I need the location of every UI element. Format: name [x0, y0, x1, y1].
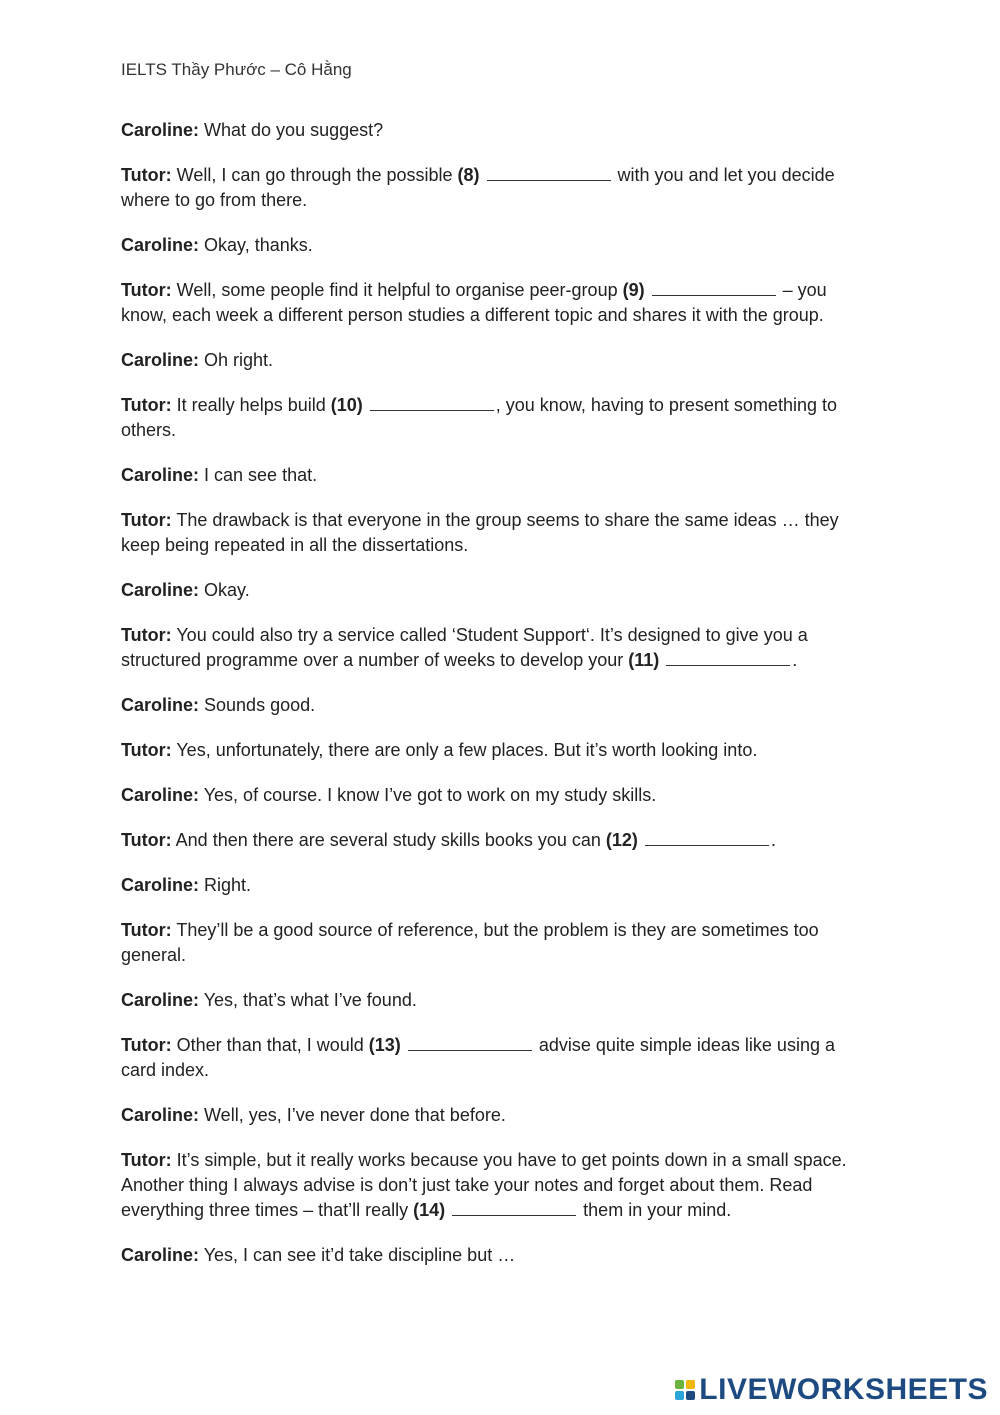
speaker-name: Tutor: [121, 625, 172, 645]
blank-number: (12) [605, 830, 638, 850]
dialogue-text: Okay, thanks. [199, 235, 313, 255]
dialogue-line [121, 623, 871, 673]
dialogue-text: Sounds good. [199, 695, 316, 715]
dialogue-text: them in your mind. [578, 1200, 732, 1220]
dialogue-line [121, 693, 871, 718]
liveworksheets-logo-text: LIVEWORKSHEETS [699, 1373, 988, 1406]
answer-blank[interactable] [645, 830, 769, 846]
dialogue-text: I can see that. [199, 465, 318, 485]
dialogue-text: And then there are several study skills books you can [171, 830, 606, 850]
dialogue-text: It’s simple, but it really works because you have to get points down in a small space. Another thing I always advise is don’t just take your notes and forget about them. Read everything three times – that’ll really [121, 1150, 847, 1220]
answer-blank[interactable] [487, 165, 611, 181]
dialogue-line [121, 918, 871, 968]
dialogue-line [121, 348, 871, 373]
speaker-name: Tutor: [121, 1035, 172, 1055]
dialogue-line [121, 508, 871, 558]
dialogue-line [121, 828, 871, 853]
dialogue-text: You could also try a service called ‘Student Support‘. It’s designed to give you a structured programme over a number of weeks to develop your [121, 625, 808, 670]
dialogue-line [121, 578, 871, 603]
blank-number: (8) [457, 165, 480, 185]
dialogue-text: Other than that, I would [171, 1035, 369, 1055]
dialogue-line [121, 163, 871, 213]
speaker-name: Caroline: [121, 990, 200, 1010]
answer-blank[interactable] [652, 280, 776, 296]
dialogue-text: Okay. [199, 580, 250, 600]
dialogue-text: Yes, unfortunately, there are only a few places. But it’s worth looking into. [171, 740, 758, 760]
dialogue-line [121, 1033, 871, 1083]
dialogue-text: Well, some people find it helpful to organise peer-group [171, 280, 623, 300]
dialogue-text: Well, I can go through the possible [171, 165, 458, 185]
blank-number: (14) [413, 1200, 446, 1220]
speaker-name: Tutor: [121, 395, 172, 415]
dialogue-text: They’ll be a good source of reference, but the problem is they are sometimes too general. [121, 920, 819, 965]
dialogue-text: with you and let you decide where to go from there. [121, 165, 835, 210]
dialogue [121, 118, 871, 1288]
blank-number: (10) [330, 395, 363, 415]
speaker-name: Caroline: [121, 120, 200, 140]
speaker-name: Caroline: [121, 350, 200, 370]
page-header: IELTS Thầy Phước – Cô Hằng [121, 60, 352, 79]
dialogue-text: Yes, I can see it’d take discipline but … [199, 1245, 516, 1265]
blank-number: (13) [368, 1035, 401, 1055]
speaker-name: Caroline: [121, 695, 200, 715]
liveworksheets-logo [675, 1373, 988, 1407]
dialogue-line [121, 1243, 871, 1268]
answer-blank[interactable] [452, 1200, 576, 1216]
speaker-name: Caroline: [121, 235, 200, 255]
speaker-name: Tutor: [121, 1150, 172, 1170]
answer-blank[interactable] [408, 1035, 532, 1051]
dialogue-text: Oh right. [199, 350, 274, 370]
speaker-name: Tutor: [121, 165, 172, 185]
dialogue-text: . [770, 830, 776, 850]
dialogue-text: Right. [199, 875, 252, 895]
dialogue-text: . [792, 650, 798, 670]
dialogue-line [121, 278, 871, 328]
dialogue-text: – you know, each week a different person studies a different topic and shares it with the group. [121, 280, 827, 325]
dialogue-line [121, 738, 871, 763]
speaker-name: Tutor: [121, 510, 172, 530]
speaker-name: Caroline: [121, 875, 200, 895]
dialogue-line [121, 1103, 871, 1128]
speaker-name: Caroline: [121, 580, 200, 600]
speaker-name: Tutor: [121, 920, 172, 940]
dialogue-text: Well, yes, I’ve never done that before. [199, 1105, 506, 1125]
answer-blank[interactable] [666, 650, 790, 666]
speaker-name: Caroline: [121, 465, 200, 485]
blank-number: (9) [622, 280, 645, 300]
dialogue-line [121, 1148, 871, 1223]
blank-number: (11) [628, 650, 660, 670]
speaker-name: Caroline: [121, 1105, 200, 1125]
dialogue-text: What do you suggest? [199, 120, 384, 140]
dialogue-line [121, 393, 871, 443]
answer-blank[interactable] [370, 395, 494, 411]
dialogue-text: The drawback is that everyone in the group seems to share the same ideas … they keep being repeated in all the dissertations. [121, 510, 839, 555]
speaker-name: Caroline: [121, 1245, 200, 1265]
speaker-name: Tutor: [121, 830, 172, 850]
dialogue-line [121, 988, 871, 1013]
dialogue-text: advise quite simple ideas like using a card index. [121, 1035, 835, 1080]
dialogue-line [121, 463, 871, 488]
dialogue-text: It really helps build [171, 395, 331, 415]
liveworksheets-logo-icon [675, 1380, 695, 1400]
dialogue-line [121, 783, 871, 808]
dialogue-line [121, 873, 871, 898]
dialogue-line [121, 118, 871, 143]
dialogue-text: Yes, of course. I know I’ve got to work on my study skills. [199, 785, 657, 805]
dialogue-line [121, 233, 871, 258]
speaker-name: Caroline: [121, 785, 200, 805]
speaker-name: Tutor: [121, 740, 172, 760]
dialogue-text: , you know, having to present something to others. [121, 395, 837, 440]
dialogue-text: Yes, that’s what I’ve found. [199, 990, 417, 1010]
speaker-name: Tutor: [121, 280, 172, 300]
